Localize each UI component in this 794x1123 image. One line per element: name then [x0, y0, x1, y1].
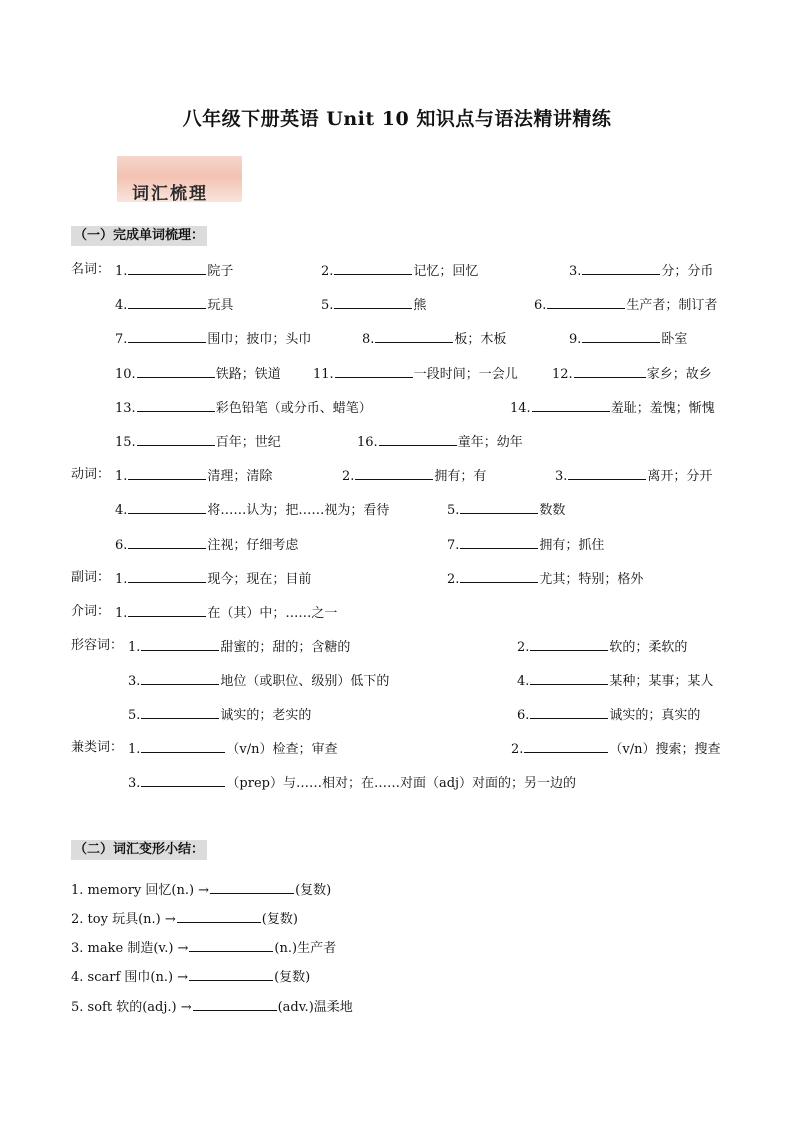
answer-blank[interactable] [460, 569, 538, 583]
adj-item-1: 1. 甜蜜的；甜的；含糖的 [128, 637, 350, 657]
answer-blank[interactable] [582, 329, 660, 343]
answer-blank[interactable] [210, 880, 294, 894]
noun-item-2: 2. 记忆；回忆 [321, 261, 478, 281]
category-prep: 介词： [71, 604, 111, 619]
answer-blank[interactable] [128, 603, 206, 617]
adj-item-2: 2. 软的；柔软的 [517, 637, 687, 657]
answer-blank[interactable] [189, 967, 273, 981]
answer-blank[interactable] [128, 500, 206, 514]
category-noun: 名词： [71, 262, 111, 277]
category-verb: 动词： [71, 467, 111, 482]
noun-item-10: 10. 铁路；铁道 [115, 364, 281, 384]
section-heading-2: （二）词汇变形小结： [71, 840, 207, 860]
answer-blank[interactable] [128, 466, 206, 480]
noun-item-9: 9. 卧室 [569, 329, 687, 349]
answer-blank[interactable] [137, 398, 215, 412]
answer-blank[interactable] [193, 997, 277, 1011]
answer-blank[interactable] [379, 432, 457, 446]
noun-item-7: 7. 围巾；披巾；头巾 [115, 329, 311, 349]
answer-blank[interactable] [189, 938, 273, 952]
adj-item-4: 4. 某种；某事；某人 [517, 671, 713, 691]
answer-blank[interactable] [177, 909, 261, 923]
adverb-item-2: 2. 尤其；特别；格外 [447, 569, 643, 589]
answer-blank[interactable] [141, 773, 225, 787]
adj-item-6: 6. 诚实的；真实的 [517, 705, 700, 725]
multi-item-2: 2. （v/n）搜索；搜查 [511, 739, 721, 759]
answer-blank[interactable] [375, 329, 453, 343]
verb-item-1: 1. 清理；清除 [115, 466, 272, 486]
answer-blank[interactable] [530, 671, 608, 685]
answer-blank[interactable] [334, 295, 412, 309]
verb-item-4: 4. 将……认为；把……视为；看待 [115, 500, 389, 520]
transform-item-3: 3. make 制造(v.) → (n.)生产者 [71, 938, 336, 958]
answer-blank[interactable] [574, 364, 646, 378]
answer-blank[interactable] [128, 535, 206, 549]
adj-item-5: 5. 诚实的；老实的 [128, 705, 311, 725]
answer-blank[interactable] [137, 364, 215, 378]
noun-item-12: 12. 家乡；故乡 [552, 364, 712, 384]
noun-item-14: 14. 羞耻；羞愧；惭愧 [510, 398, 715, 418]
adj-item-3: 3. 地位（或职位、级别）低下的 [128, 671, 389, 691]
transform-item-1: 1. memory 回忆(n.) → (复数) [71, 880, 331, 900]
answer-blank[interactable] [128, 261, 206, 275]
answer-blank[interactable] [460, 535, 538, 549]
category-multi: 兼类词： [71, 740, 124, 755]
verb-item-5: 5. 数数 [447, 500, 565, 520]
noun-item-4: 4. 玩具 [115, 295, 233, 315]
verb-item-7: 7. 拥有；抓住 [447, 535, 604, 555]
verb-item-2: 2. 拥有；有 [342, 466, 486, 486]
answer-blank[interactable] [128, 329, 206, 343]
answer-blank[interactable] [335, 364, 413, 378]
transform-item-4: 4. scarf 围巾(n.) → (复数) [71, 967, 310, 987]
answer-blank[interactable] [582, 261, 660, 275]
answer-blank[interactable] [568, 466, 646, 480]
page-title: 八年级下册英语 Unit 10 知识点与语法精讲精练 [182, 108, 612, 130]
answer-blank[interactable] [524, 739, 608, 753]
answer-blank[interactable] [141, 671, 219, 685]
noun-item-13: 13. 彩色铅笔（或分币、蜡笔） [115, 398, 372, 418]
answer-blank[interactable] [355, 466, 433, 480]
transform-item-2: 2. toy 玩具(n.) → (复数) [71, 909, 298, 929]
answer-blank[interactable] [530, 705, 608, 719]
answer-blank[interactable] [141, 705, 219, 719]
transform-item-5: 5. soft 软的(adj.) → (adv.)温柔地 [71, 997, 353, 1017]
category-adj: 形容词： [71, 638, 124, 653]
noun-item-3: 3. 分；分币 [569, 261, 713, 281]
answer-blank[interactable] [532, 398, 610, 412]
section-heading-1: （一）完成单词梳理： [71, 226, 207, 246]
answer-blank[interactable] [530, 637, 608, 651]
verb-item-6: 6. 注视；仔细考虑 [115, 535, 298, 555]
noun-item-11: 11. 一段时间；一会儿 [313, 364, 518, 384]
noun-item-15: 15. 百年；世纪 [115, 432, 281, 452]
category-adverb: 副词： [71, 570, 111, 585]
multi-item-3: 3. （prep）与……相对；在……对面（adj）对面的；另一边的 [128, 773, 576, 793]
adverb-item-1: 1. 现今；现在；目前 [115, 569, 311, 589]
multi-item-1: 1. （v/n）检查；审查 [128, 739, 338, 759]
noun-item-8: 8. 板；木板 [362, 329, 506, 349]
answer-blank[interactable] [547, 295, 625, 309]
verb-item-3: 3. 离开；分开 [555, 466, 712, 486]
section-badge-label: 词汇梳理 [132, 184, 208, 204]
answer-blank[interactable] [334, 261, 412, 275]
noun-item-1: 1. 院子 [115, 261, 233, 281]
answer-blank[interactable] [141, 739, 225, 753]
noun-item-6: 6. 生产者；制订者 [534, 295, 717, 315]
noun-item-5: 5. 熊 [321, 295, 426, 315]
answer-blank[interactable] [460, 500, 538, 514]
answer-blank[interactable] [141, 637, 219, 651]
answer-blank[interactable] [128, 569, 206, 583]
answer-blank[interactable] [137, 432, 215, 446]
prep-item-1: 1. 在（其）中；……之一 [115, 603, 337, 623]
noun-item-16: 16. 童年；幼年 [357, 432, 523, 452]
answer-blank[interactable] [128, 295, 206, 309]
